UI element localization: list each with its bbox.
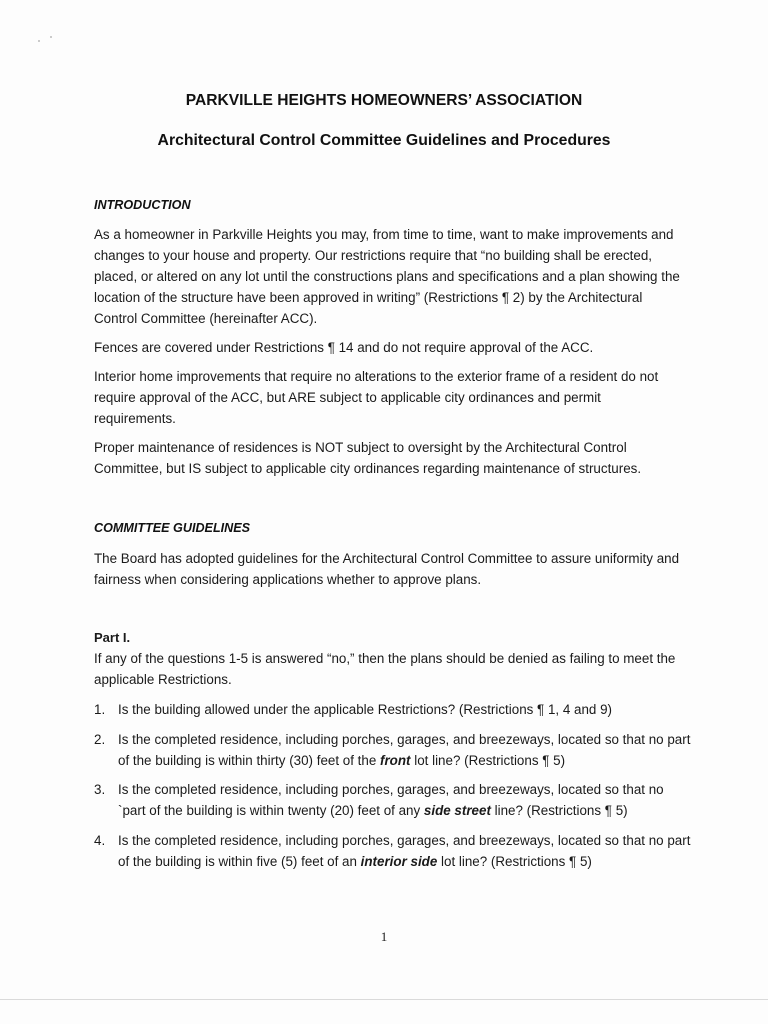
- question-item: [94, 779, 694, 821]
- question-text-start: Is the completed residence, including porches, garages, and breezeways, located so that no `part of the building is within twenty (20) feet of any: [118, 782, 664, 818]
- part-one-heading: Part I.: [94, 630, 131, 645]
- question-text-end: lot line? (Restrictions ¶ 5): [437, 854, 592, 869]
- question-text-start: Is the completed residence, including porches, garages, and breezeways, located so that no part of the building is within five (5) feet of an: [118, 833, 691, 869]
- question-item: [94, 699, 694, 720]
- question-emphasis: side street: [423, 803, 491, 818]
- scan-speck: [38, 40, 40, 42]
- introduction-heading: INTRODUCTION: [94, 198, 191, 212]
- introduction-paragraph-4: Proper maintenance of residences is NOT subject to oversight by the Architectural Control Committee, but IS subject to applicable city ordinances regarding maintenance of structures.: [94, 440, 642, 476]
- question-text: Is the building allowed under the applicable Restrictions? (Restrictions ¶ 1, 4 and 9): [118, 702, 612, 717]
- introduction-paragraph-1: As a homeowner in Parkville Heights you may, from time to time, want to make improvements and changes to your house and property. Our restrictions require that “no building shall be erected, placed, or altered on any lot until the constructions plans and specifications and a plan showing the location of the structure have been approved in writing” (Restrictions ¶ 2) by the Architectural Control Committee (hereinafter ACC).: [94, 227, 680, 326]
- question-number: 1.: [94, 702, 106, 717]
- part-one-intro: If any of the questions 1-5 is answered “no,” then the plans should be denied as failing to meet the applicable Restrictions.: [94, 651, 676, 687]
- question-emphasis: front: [380, 753, 411, 768]
- question-text-end: line? (Restrictions ¶ 5): [490, 803, 628, 818]
- question-item: [94, 830, 694, 872]
- question-item: [94, 729, 694, 771]
- question-emphasis: interior side: [360, 854, 438, 869]
- document-title: PARKVILLE HEIGHTS HOMEOWNERS’ ASSOCIATION: [185, 92, 583, 109]
- question-number: 2.: [94, 732, 106, 747]
- question-number: 4.: [94, 833, 106, 848]
- question-text-end: lot line? (Restrictions ¶ 5): [410, 753, 566, 768]
- document-subtitle: Architectural Control Committee Guidelines and Procedures: [157, 132, 611, 149]
- committee-guidelines-heading: COMMITTEE GUIDELINES: [94, 521, 251, 535]
- scan-edge-line: [0, 999, 768, 1000]
- page-number: 1: [380, 929, 388, 944]
- question-text: [118, 779, 694, 821]
- introduction-paragraph-2: Fences are covered under Restrictions ¶ 14 and do not require approval of the ACC.: [94, 340, 594, 355]
- question-text: [118, 830, 694, 872]
- scan-speck: [50, 36, 52, 38]
- question-number: 3.: [94, 782, 106, 797]
- question-text-start: Is the completed residence, including porches, garages, and breezeways, located so that no part of the building is within thirty (30) feet of the: [118, 732, 691, 768]
- introduction-paragraph-3: Interior home improvements that require no alterations to the exterior frame of a resident do not require approval of the ACC, but ARE subject to applicable city ordinances and permit requirements.: [94, 369, 659, 426]
- question-text: [118, 729, 694, 771]
- committee-guidelines-paragraph: The Board has adopted guidelines for the Architectural Control Committee to assure uniformity and fairness when considering applications whether to approve plans.: [94, 551, 680, 587]
